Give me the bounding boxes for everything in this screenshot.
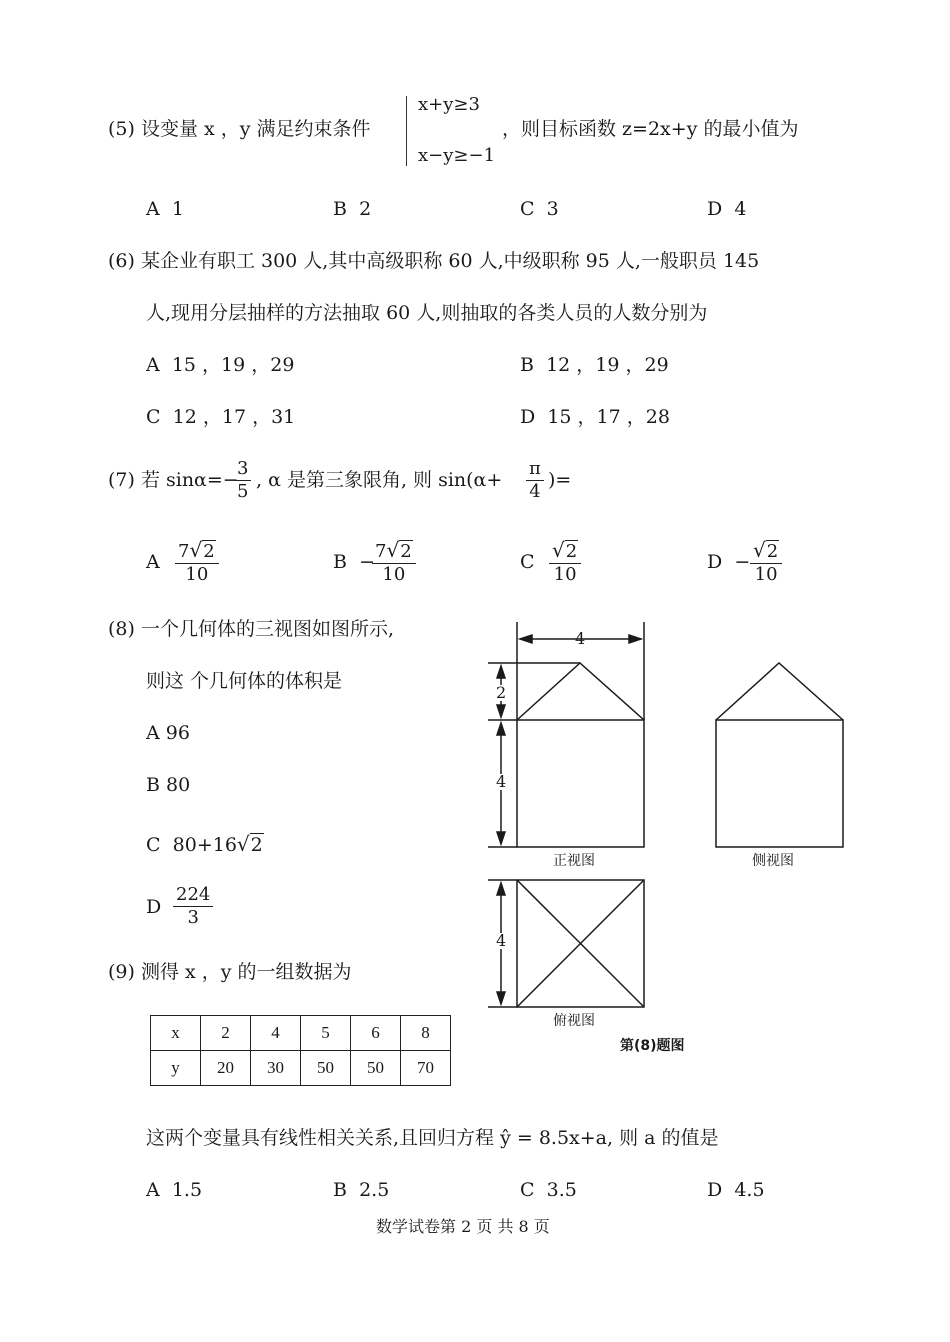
q6-stem-line2: 人,现用分层抽样的方法抽取 60 人,则抽取的各类人员的人数分别为 [146, 302, 708, 324]
page-footer: 数学试卷第 2 页 共 8 页 [376, 1217, 550, 1236]
q9-option-d: D 4.5 [707, 1179, 765, 1201]
q9-stem-line2: 这两个变量具有线性相关关系,且回归方程 ŷ = 8.5x+a, 则 a 的值是 [146, 1127, 719, 1149]
dim-body-label: 4 [496, 772, 507, 791]
dim-width-arrow-left [520, 635, 532, 643]
q9-option-c: C 3.5 [520, 1179, 577, 1201]
q8-option-d-value: $\frac{224}{3}$ [173, 886, 213, 927]
q5-option-c: C 3 [520, 198, 559, 220]
q5-constraint-2: x−y≥−1 [418, 145, 496, 166]
side-view-body [716, 720, 843, 847]
q6-option-a: A 15 ，19 ，29 [146, 354, 295, 376]
table-cell: 6 [351, 1016, 401, 1051]
top-view-label: 俯视图 [553, 1013, 595, 1029]
table-header-x: x [151, 1016, 201, 1051]
table-cell: 5 [301, 1016, 351, 1051]
front-view-roof [517, 663, 644, 720]
q8-option-c: C 80+16√2 [146, 832, 263, 856]
q9-stem-line1: (9) 测得 x ，y 的一组数据为 [108, 961, 352, 983]
y-hat: ŷ [500, 1127, 511, 1149]
table-header-y: y [151, 1051, 201, 1086]
table-cell: 4 [251, 1016, 301, 1051]
table-cell: 50 [301, 1051, 351, 1086]
q5-option-d: D 4 [707, 198, 747, 220]
q8-option-d-key: D [146, 896, 162, 918]
q7-fraction-sin: $\frac{3}{5}$ [234, 460, 251, 501]
q8-stem-line2: 则这 个几何体的体积是 [146, 670, 343, 692]
q9-option-a: A 1.5 [146, 1179, 203, 1201]
data-table [150, 1015, 451, 1086]
q8-stem-line1: (8) 一个几何体的三视图如图所示, [108, 618, 394, 640]
q6-option-d: D 15 ，17 ，28 [520, 406, 670, 428]
table-cell: 8 [401, 1016, 451, 1051]
table-cell: 20 [201, 1051, 251, 1086]
table-cell: 30 [251, 1051, 301, 1086]
table-cell: 2 [201, 1016, 251, 1051]
table-row [151, 1051, 451, 1086]
q7-stem-suffix: )= [548, 469, 572, 491]
side-view-label: 侧视图 [752, 853, 794, 869]
q6-option-b: B 12 ，19 ，29 [520, 354, 669, 376]
q7-option-d-value: $\frac{√2}{10}$ [750, 540, 782, 584]
q7-option-b-key: B − [333, 551, 375, 573]
q7-fraction-angle: $\frac{\pi}{4}$ [526, 460, 544, 501]
q7-option-c-value: $\frac{√2}{10}$ [549, 540, 581, 584]
dim-top-label: 4 [496, 931, 507, 950]
q5-stem-suffix: ，则目标函数 z=2x+y 的最小值为 [502, 118, 799, 140]
table-cell: 50 [351, 1051, 401, 1086]
front-view-label: 正视图 [553, 853, 595, 869]
q7-option-d-key: D − [707, 551, 751, 573]
q7-option-a-value: $\frac{7√2}{10}$ [175, 540, 219, 584]
q7-option-a-key: A [146, 551, 160, 573]
q5-option-a: A 1 [146, 198, 184, 220]
dim-width-label: 4 [575, 629, 586, 648]
q8-option-a: A 96 [146, 722, 190, 744]
q7-option-b-value: $\frac{7√2}{10}$ [372, 540, 416, 584]
q8-option-b: B 80 [146, 774, 191, 796]
q5-constraint-1: x+y≥3 [418, 94, 480, 115]
table-cell: 70 [401, 1051, 451, 1086]
dim-roof-label: 2 [496, 683, 507, 702]
q7-stem-prefix: (7) 若 sinα=− [108, 469, 239, 491]
q5-option-b: B 2 [333, 198, 372, 220]
q6-option-c: C 12 ，17 ，31 [146, 406, 296, 428]
figure-caption: 第(8)题图 [620, 1038, 685, 1054]
q6-stem-line1: (6) 某企业有职工 300 人,其中高级职称 60 人,中级职称 95 人,一般职员 145 [108, 250, 760, 272]
dim-width-arrow-right [629, 635, 641, 643]
front-view-body [517, 720, 644, 847]
q7-stem-middle: , α 是第三象限角, 则 sin(α+ [256, 469, 503, 491]
table-row [151, 1016, 451, 1051]
side-view-roof [716, 663, 843, 720]
q5-stem-prefix: (5) 设变量 x ，y 满足约束条件 [108, 118, 371, 140]
q9-option-b: B 2.5 [333, 1179, 390, 1201]
q7-option-c-key: C [520, 551, 535, 573]
